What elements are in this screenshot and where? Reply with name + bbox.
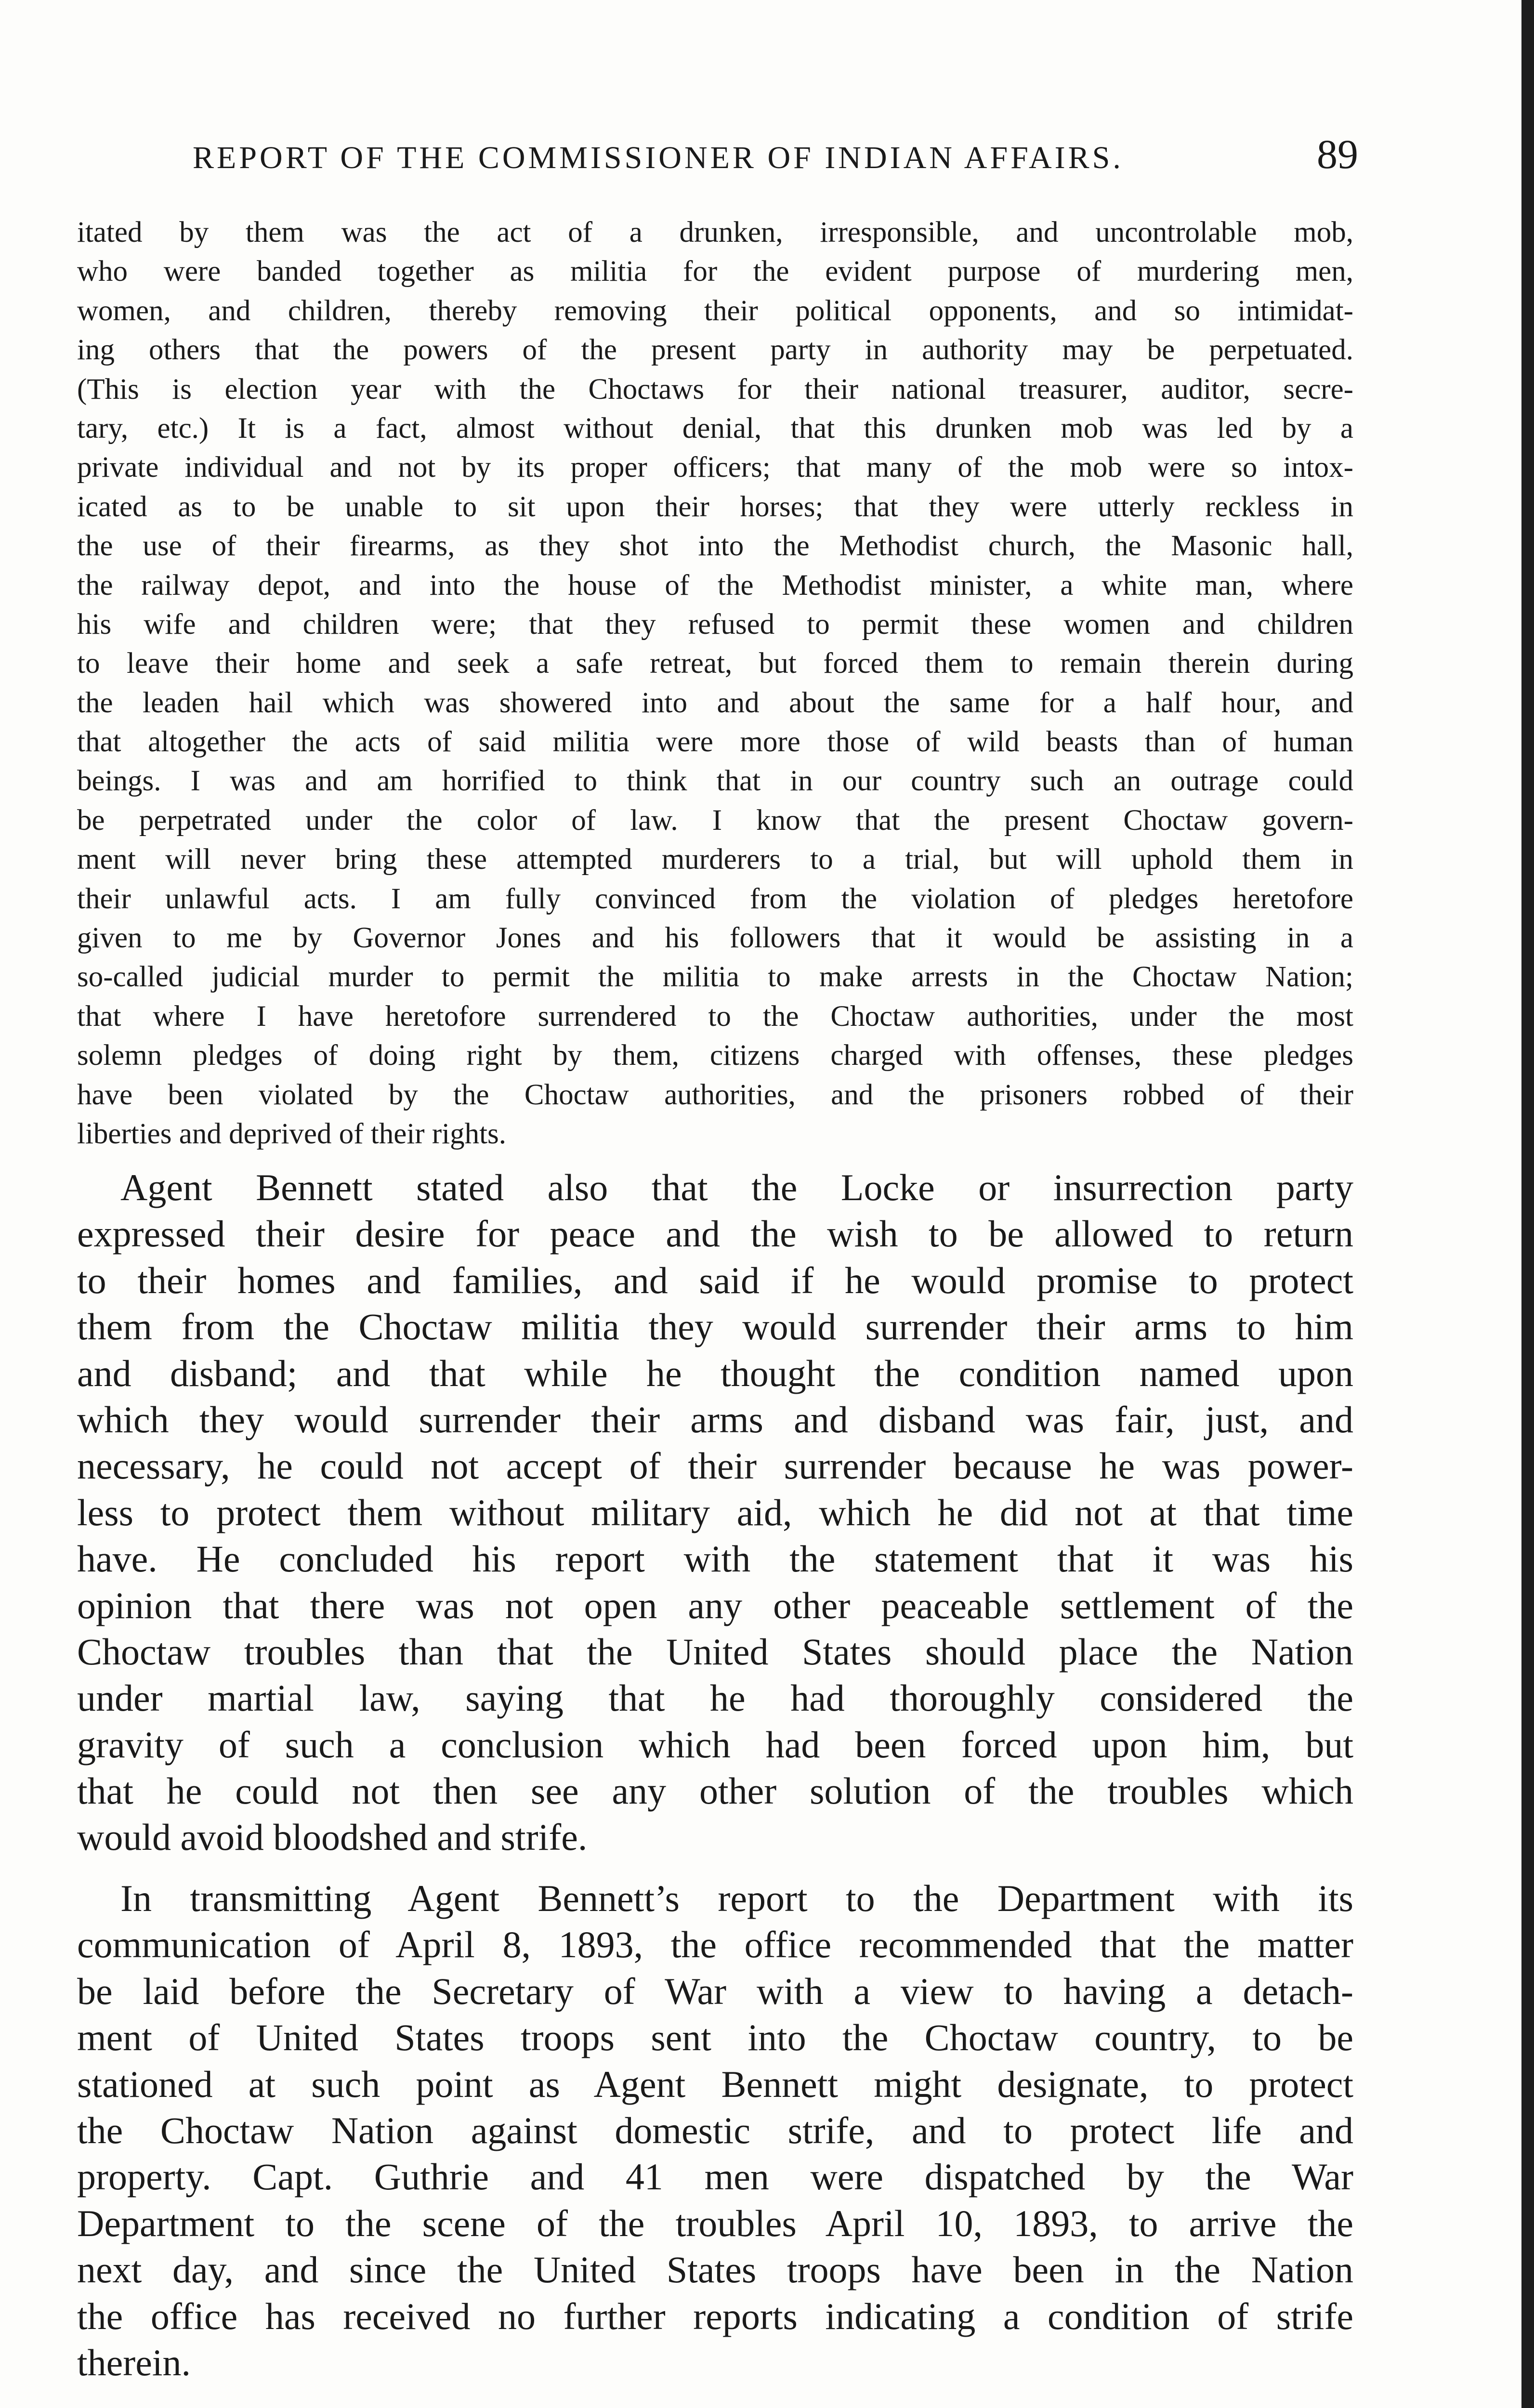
- paragraph-line: less to protect them without military aid, which he did not at that time: [77, 1491, 1353, 1533]
- quote-line: have been violated by the Choctaw authorities, and the prisoners robbed of their: [77, 1078, 1353, 1111]
- paragraph-line: expressed their desire for peace and the wish to be allowed to return: [77, 1213, 1353, 1255]
- paragraph-line: the Choctaw Nation against domestic strife, and to protect life and: [77, 2109, 1353, 2151]
- quote-line: the leaden hail which was showered into and about the same for a half hour, and: [77, 686, 1353, 719]
- paragraph-line: next day, and since the United States troops have been in the Nation: [77, 2249, 1353, 2291]
- paragraph-line: Choctaw troubles than that the United States should place the Nation: [77, 1630, 1353, 1673]
- running-head: [77, 130, 1358, 183]
- quote-line: his wife and children were; that they refused to permit these women and children: [77, 608, 1353, 641]
- paragraph-line: them from the Choctaw militia they would surrender their arms to him: [77, 1306, 1353, 1348]
- paragraph-line: property. Capt. Guthrie and 41 men were dispatched by the War: [77, 2156, 1353, 2198]
- quote-line: the use of their firearms, as they shot into the Methodist church, the Masonic hall,: [77, 530, 1353, 563]
- paragraph-line: ment of United States troops sent into the Choctaw country, to be: [77, 2016, 1353, 2059]
- paragraph-line: Agent Bennett stated also that the Locke or insurrection party: [120, 1166, 1353, 1208]
- paragraph-line: communication of April 8, 1893, the office recommended that the matter: [77, 1924, 1353, 1966]
- page-edge-shadow: [1521, 0, 1534, 2408]
- quote-line: itated by them was the act of a drunken, irresponsible, and uncontrolable mob,: [77, 216, 1353, 249]
- paragraph-line: under martial law, saying that he had thoroughly considered the: [77, 1677, 1353, 1719]
- quote-line: be perpetrated under the color of law. I know that the present Choctaw govern-: [77, 804, 1353, 837]
- quoted-report-block: [77, 213, 1353, 1153]
- paragraph-line: Department to the scene of the troubles April 10, 1893, to arrive the: [77, 2202, 1353, 2244]
- quote-line: the railway depot, and into the house of the Methodist minister, a white man, where: [77, 569, 1353, 602]
- paragraph-line: which they would surrender their arms and disband was fair, just, and: [77, 1398, 1353, 1440]
- paragraph-line: opinion that there was not open any other peaceable settlement of the: [77, 1584, 1353, 1626]
- quote-line: their unlawful acts. I am fully convinced from the violation of pledges heretofore: [77, 882, 1353, 915]
- paragraph-line: necessary, he could not accept of their surrender because he was power-: [77, 1445, 1353, 1487]
- quote-line: liberties and deprived of their rights.: [77, 1117, 507, 1150]
- quote-line: that altogether the acts of said militia were more those of wild beasts than of human: [77, 726, 1353, 759]
- paragraph-line: would avoid bloodshed and strife.: [77, 1816, 588, 1858]
- paragraph-line: to their homes and families, and said if he would promise to protect: [77, 1259, 1353, 1301]
- quote-line: icated as to be unable to sit upon their horses; that they were utterly reckless in: [77, 490, 1353, 523]
- quote-line: given to me by Governor Jones and his followers that it would be assisting in a: [77, 922, 1353, 955]
- quote-line: women, and children, thereby removing their political opponents, and so intimidat-: [77, 294, 1353, 327]
- quote-line: tary, etc.) It is a fact, almost without denial, that this drunken mob was led by a: [77, 412, 1353, 445]
- paragraph-line: that he could not then see any other solution of the troubles which: [77, 1770, 1353, 1812]
- paragraph-line: gravity of such a conclusion which had been forced upon him, but: [77, 1723, 1353, 1766]
- paragraph-line: and disband; and that while he thought the condition named upon: [77, 1352, 1353, 1394]
- quote-line: ment will never bring these attempted murderers to a trial, but will uphold them in: [77, 843, 1353, 876]
- paragraph-line: stationed at such point as Agent Bennett might designate, to protect: [77, 2063, 1353, 2105]
- paragraph-line: In transmitting Agent Bennett’s report to the Department with its: [120, 1877, 1353, 1919]
- quote-line: ing others that the powers of the present party in authority may be perpetuated.: [77, 334, 1353, 366]
- paragraph-line: have. He concluded his report with the statement that it was his: [77, 1538, 1353, 1580]
- paragraph-transmittal-to-department: [77, 1875, 1353, 2386]
- quote-line: to leave their home and seek a safe retreat, but forced them to remain therein during: [77, 647, 1353, 680]
- quote-line: private individual and not by its proper officers; that many of the mob were so intox-: [77, 451, 1353, 484]
- paragraph-line: the office has received no further reports indicating a condition of strife: [77, 2295, 1353, 2337]
- quote-line: solemn pledges of doing right by them, citizens charged with offenses, these pledges: [77, 1039, 1353, 1072]
- page-number: 89: [1317, 131, 1358, 177]
- quote-line: who were banded together as militia for the evident purpose of murdering men,: [77, 255, 1353, 288]
- paragraph-agent-bennett-statement: [77, 1165, 1353, 1861]
- paragraph-line: therein.: [77, 2341, 191, 2383]
- quote-line: so-called judicial murder to permit the militia to make arrests in the Choctaw Nation;: [77, 961, 1353, 994]
- quote-line: that where I have heretofore surrendered to the Choctaw authorities, under the most: [77, 1000, 1353, 1033]
- quote-line: (This is election year with the Choctaws for their national treasurer, auditor, secre-: [77, 373, 1353, 406]
- paragraph-line: be laid before the Secretary of War with a view to having a detach-: [77, 1970, 1353, 2012]
- running-head-title: REPORT OF THE COMMISSIONER OF INDIAN AFFAIRS.: [193, 140, 1124, 175]
- quote-line: beings. I was and am horrified to think that in our country such an outrage could: [77, 765, 1353, 798]
